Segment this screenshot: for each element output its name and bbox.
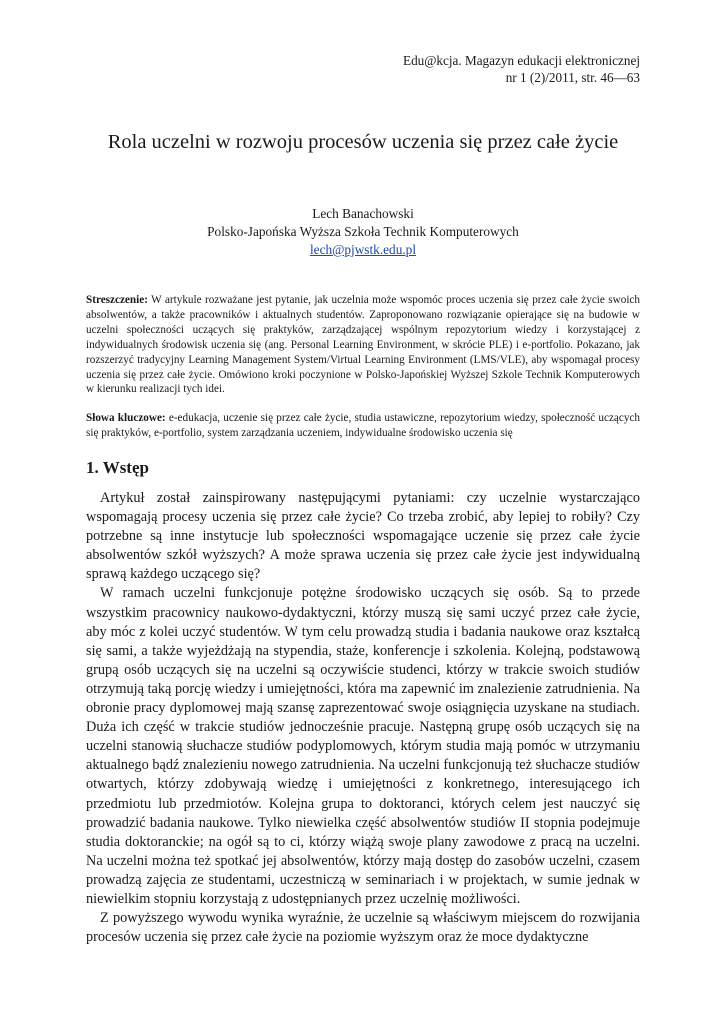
author-name: Lech Banachowski — [312, 206, 414, 221]
section-body — [86, 489, 640, 947]
abstract — [86, 293, 640, 397]
journal-name: Edu@kcja. Magazyn edukacji elektronicznej — [403, 53, 640, 68]
keywords-label: Słowa kluczowe: — [86, 412, 166, 424]
paper-title: Rola uczelni w rozwoju procesów uczenia się przez całe życie — [107, 131, 619, 153]
author-block — [86, 205, 640, 259]
abstract-label: Streszczenie: — [86, 294, 148, 306]
author-email-link[interactable]: lech@pjwstk.edu.pl — [309, 242, 417, 257]
paragraph: Z powyższego wywodu wynika wyraźnie, że uczelnie są właściwym miejscem do rozwijania procesów uczenia się przez całe życie na poziomie wyższym oraz że moce dydaktyczne — [86, 910, 640, 946]
keywords — [86, 411, 640, 441]
journal-header — [403, 52, 640, 86]
keywords-text: e-edukacja, uczenie się przez całe życie, studia ustawiczne, repozytorium wiedzy, społeczność uczących się praktyków, e-portfolio, system zarządzania uczeniem, indywidualne środowisko uczenia się — [86, 412, 641, 439]
journal-issue: nr 1 (2)/2011, str. 46—63 — [505, 70, 640, 85]
paragraph: W ramach uczelni funkcjonuje potężne środowisko uczących się osób. Są to przede wszystkim pracownicy naukowo-dydaktyczni, którzy muszą się sami uczyć przez całe życie, aby móc z kolei uczyć studentów. W tym celu prowadzą studia i badania naukowe oraz kształcą się sami, a także wyjeżdżają na stypendia, staże, konferencje i szkolenia. Kolejną, podstawową grupą osób uczących się na uczelni są oczywiście studenci, którzy w trakcie swoich studiów otrzymują taką porcję wiedzy i umiejętności, która ma zapewnić im znalezienie zatrudnienia. Na obronie pracy dyplomowej mają szansę zaprezentować swoje osiągnięcia uzyskane na studiach. Duża ich część w trakcie studiów jednocześnie pracuje. Następną grupę osób uczących się na uczelni stanowią słuchacze studiów podyplomowych, którym studia mają pomóc w utrzymaniu aktualnego bądź znalezieniu nowego zatrudnienia. Na uczelni funkcjonują też słuchacze studiów otwartych, którzy zdobywają wiedzę i umiejętności z konkretnego, interesującego ich przedmiotu lub przedmiotów. Kolejna grupa to doktoranci, których celem jest nauczyć się prowadzić badania naukowe. Tylko niewielka część absolwentów studiów II stopnia podejmuje studia doktoranckie; na ogół są to ci, którzy wiążą swoje plany zawodowe z pracą na uczelni. Na uczelni można też spotkać jej absolwentów, którzy mają dostęp do zasobów uczelni, czasem prowadzą zajęcia ze studentami, uczestniczą w seminariach i w projektach, w sumie jednak w niewielkim stopniu korzystają z udostępnianych przez uczelnię możliwości. — [86, 585, 640, 907]
abstract-text: W artykule rozważane jest pytanie, jak uczelnia może wspomóc proces uczenia się przez całe życie swoich absolwentów, a także pracowników i aktualnych studentów. Zaproponowano rozwiązanie opierające się na budowie w uczelni społeczności uczących się praktyków, zarządzającej wspólnym repozytorium wiedzy i korzystającej z indywidualnych środowisk uczenia się (ang. Personal Learning Environment, w skrócie PLE) i e-portfolio. Pokazano, jak rozszerzyć tradycyjny Learning Management System/Virtual Learning Environment (LMS/VLE), aby wspomagał procesy uczenia się przez całe życie. Omówiono kroki poczynione w Polsko-Japońskiej Wyższej Szkole Technik Komputerowych w kierunku realizacji tych idei. — [86, 294, 640, 396]
author-affiliation: Polsko-Japońska Wyższa Szkoła Technik Komputerowych — [207, 224, 519, 239]
paragraph: Artykuł został zainspirowany następującymi pytaniami: czy uczelnie wystarczająco wspomagają procesy uczenia się przez całe życie? Co trzeba zrobić, aby lepiej to robiły? Czy potrzebne są inne instytucje lub społeczności wspomagające uczenie się przez całe życie absolwentów szkół wyższych? A może sprawa uczenia się przez całe życie jest indywidualną sprawą każdego uczącego się? — [86, 490, 640, 583]
section-heading: 1. Wstęp — [86, 458, 149, 477]
